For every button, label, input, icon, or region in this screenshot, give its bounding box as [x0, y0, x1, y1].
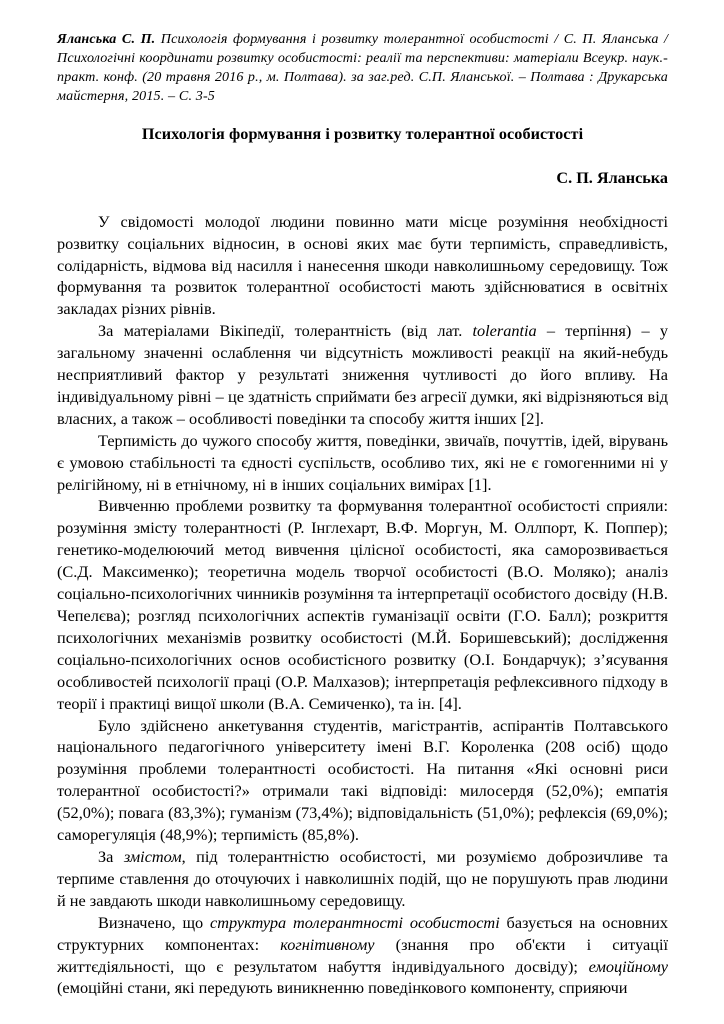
citation-author: Яланська С. П. [57, 31, 156, 47]
paragraph-4: Вивченню проблеми розвитку та формування толерантної особистості сприяли: розуміння змісту толерантності (Р. Інглехарт, В.Ф. Моргун, М. Оллпорт, К. Поппер); генетико-моделюючий метод вивчення цілісної особистості, яка саморозвивається (С.Д. Максименко); теоретична модель творчої особистості (В.О. Моляко); аналіз соціально-психологічних чинників розуміння та інтерпретації особистого досвіду (Н.В. Чепелєва); розгляд психологічних аспектів гуманізації освіти (Г.О. Балл); розкриття психологічних механізмів розвитку особистості (М.Й. Боришевський); дослідження соціально-психологічних основ особистісного розвитку (О.І. Бондарчук); з’ясування особливостей психології праці (О.Р. Малхазов); інтерпретація рефлексивного підходу в теорії і практиці вищої школи (В.А. Семиченко), та ін. [4]. [57, 496, 668, 713]
paragraph-3: Терпимість до чужого способу життя, поведінки, звичаїв, почуттів, ідей, вірувань є умовою стабільності та єдності суспільств, особливо тих, які не є гомогенними ні у релігійному, ні в етнічному, ні в інших соціальних вимірах [1]. [57, 430, 668, 494]
article-byline: С. П. Яланська [556, 169, 668, 188]
paragraph-1: У свідомості молодої людини повинно мати місце розуміння необхідності розвитку соціальних відносин, в основі яких має бути терпимість, справедливість, солідарність, відмова від насилля і нанесення шкоди навколишньому середовищу. Тож формування та розвиток толерантної особистості мають здійснюватися в освітніх закладах різних рівнів. [57, 211, 668, 319]
paragraph-2: За матеріалами Вікіпедії, толерантність (від лат. tolerantia – терпіння) – у загальному значенні ослаблення чи відсутність можливості реакції на який-небудь несприятливий фактор у результаті зниження чутливості до його впливу. На індивідуальному рівні – це здатність сприймати без агресії думки, які відрізняються від власних, а також – особливості поведінки та способу життя інших [2]. [57, 321, 668, 428]
citation-body: Психологія формування і розвитку толерантної особистості / С. П. Яланська / Психологічні координати розвитку особистості: реалії та перспективи: матеріали Всеукр. наук.-практ. конф. (20 травня 2016 р., м. Полтава). за заг.ред. С.П. Яланської. – Полтава : Друкарська майстерня, 2015. – С. 3-5 [57, 31, 669, 104]
page-title: Психологія формування і розвитку толерантної особистості [141, 124, 584, 143]
article-body [57, 211, 668, 1000]
paragraph-7: Визначено, що структура толерантності особистості базується на основних структурних компонентах: когнітивному (знання про об'єкти і ситуації життєдіяльності, що є результатом набуття індивідуального досвіду); емоційному (емоційні стани, які передують виникненню поведінкового компоненту, сприяючи [57, 912, 668, 998]
bibliographic-citation [57, 30, 668, 106]
paragraph-5: Було здійснено анкетування студентів, магістрантів, аспірантів Полтавського національного педагогічного університету імені В.Г. Короленка (208 осіб) щодо розуміння проблеми толерантності особистості. На питання «Які основні риси толерантної особистості?» отримали такі відповіді: милосердя (52,0%); емпатія (52,0%); повага (83,3%); гуманізм (73,4%); відповідальність (51,0%); рефлексія (69,0%); саморегуляція (48,9%); терпимість (85,8%). [57, 715, 668, 845]
paragraph-6: За змістом, під толерантністю особистості, ми розуміємо доброзичливе та терпиме ставлення до оточуючих і навколишніх подій, що не порушують прав людини й не завдають шкоди навколишньому середовищу. [57, 846, 668, 910]
